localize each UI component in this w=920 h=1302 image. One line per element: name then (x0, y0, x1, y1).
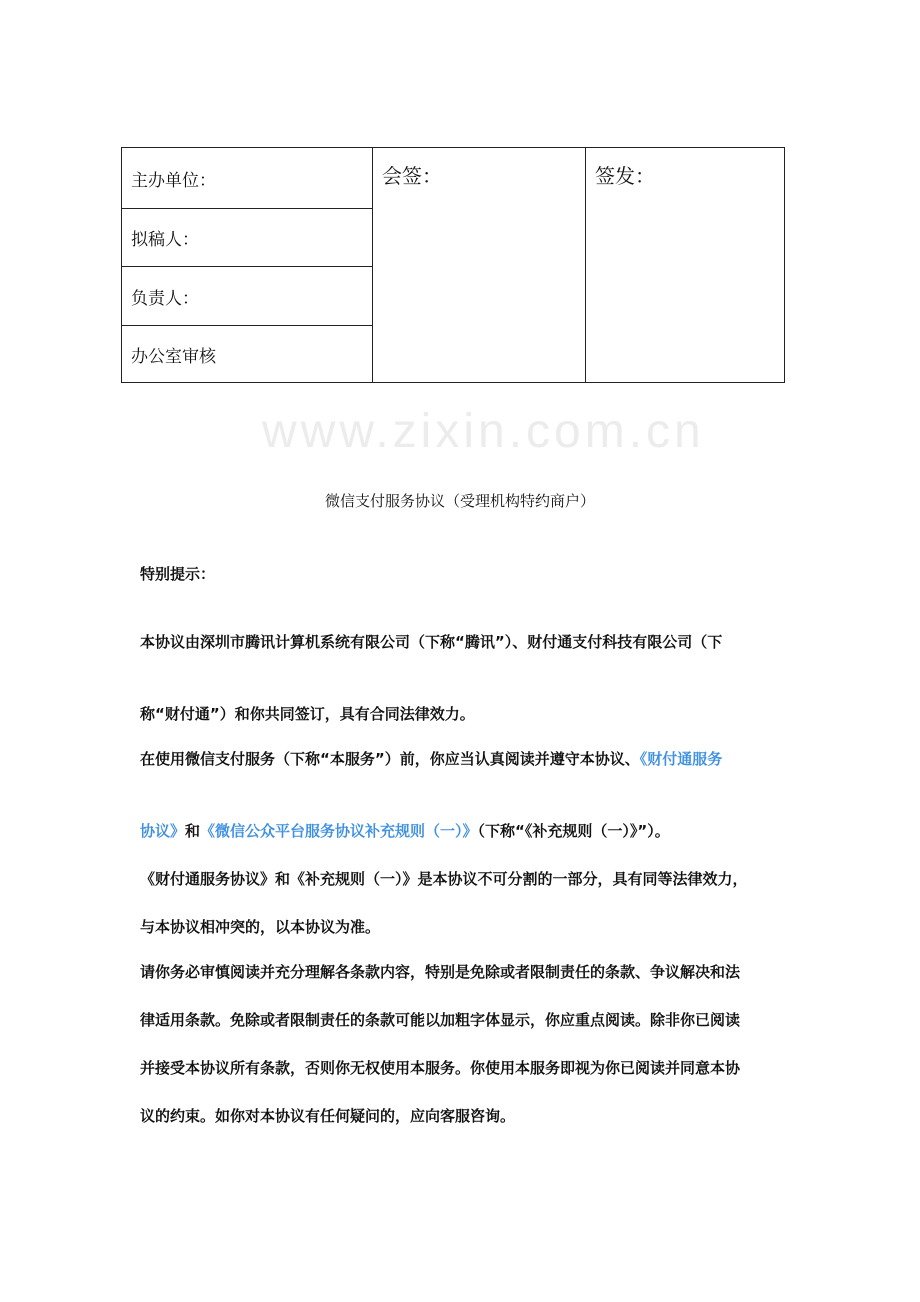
text-segment: 和 (185, 822, 201, 840)
text-line (140, 819, 800, 867)
paragraph-read-carefully (140, 960, 800, 1128)
issue-label: 签发： (595, 164, 655, 188)
approval-table (121, 147, 785, 383)
text-line: 请你务必审慎阅读并充分理解各条款内容，特别是免除或者限制责任的条款、争议解决和法 (140, 963, 741, 981)
special-notice-text: 特别提示： (140, 565, 216, 583)
countersign-label: 会签： (382, 164, 442, 188)
cell-responsible: 负责人： (122, 267, 372, 326)
text-line (140, 747, 800, 819)
cell-drafter: 拟稿人： (122, 209, 372, 267)
text-line: 称“财付通”）和你共同签订，具有合同法律效力。 (140, 705, 475, 723)
text-line: 本协议由深圳市腾讯计算机系统有限公司（下称“腾讯”）、财付通支付科技有限公司（下 (140, 633, 723, 651)
tenpay-agreement-link[interactable]: 《财付通服务 (639, 750, 723, 768)
tenpay-agreement-link-cont[interactable]: 协议》 (140, 822, 186, 840)
text-segment: 在使用微信支付服务（下称“本服务”）前，你应当认真阅读并遵守本协议、 (140, 750, 640, 768)
text-segment: （下称“《补充规则（一）》”）。 (477, 822, 670, 840)
text-line: 与本协议相冲突的，以本协议为准。 (140, 918, 381, 936)
issue-column (586, 148, 785, 382)
cell-office-review: 办公室审核 (131, 346, 216, 367)
special-notice-heading (140, 562, 800, 586)
supplementary-rules-link[interactable]: 《微信公众平台服务协议补充规则（一）》 (200, 822, 478, 840)
text-line: 《财付通服务协议》和《补充规则（一）》是本协议不可分割的一部分，具有同等法律效力， (140, 870, 748, 888)
paragraph-service-usage (140, 747, 800, 939)
text-line: 议的约束。如你对本协议有任何疑问的，应向客服咨询。 (140, 1107, 516, 1125)
watermark: www.zixin.com.cn (262, 405, 705, 458)
countersign-column (373, 148, 586, 382)
text-line: 律适用条款。免除或者限制责任的条款可能以加粗字体显示，你应重点阅读。除非你已阅读 (140, 1011, 741, 1029)
approval-left-column (122, 148, 373, 382)
document-title: 微信支付服务协议（受理机构特约商户） (324, 492, 595, 510)
cell-sponsor-unit: 主办单位： (122, 148, 372, 209)
text-line: 并接受本协议所有条款，否则你无权使用本服务。你使用本服务即视为你已阅读并同意本协 (140, 1059, 741, 1077)
paragraph-parties (140, 630, 800, 726)
